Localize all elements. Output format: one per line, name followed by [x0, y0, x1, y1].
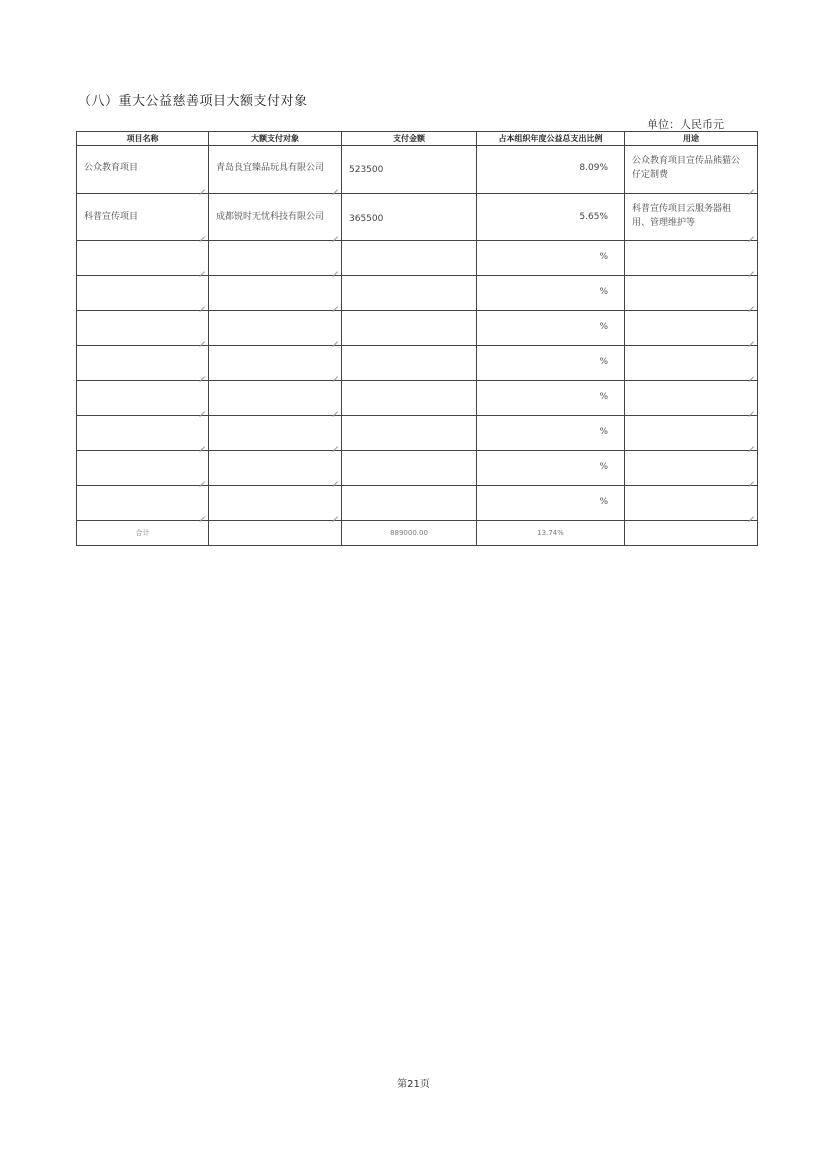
purpose-field[interactable]: [625, 194, 758, 241]
resize-handle-icon[interactable]: [199, 441, 205, 447]
percent-sign: %: [599, 462, 608, 472]
project-field[interactable]: [77, 311, 209, 346]
purpose-value: 公众教育项目宣传品熊猫公仔定制费: [632, 156, 741, 180]
purpose-field[interactable]: [625, 241, 758, 276]
resize-handle-icon[interactable]: [199, 266, 205, 272]
section-title: （八）重大公益慈善项目大额支付对象: [78, 94, 308, 109]
table-header-row: [77, 132, 758, 146]
percent-sign: %: [599, 322, 608, 332]
amount-field[interactable]: [342, 381, 477, 416]
purpose-field[interactable]: [625, 416, 758, 451]
table-row: [77, 381, 758, 416]
amount-field[interactable]: [342, 486, 477, 521]
percent-sign: %: [599, 252, 608, 262]
resize-handle-icon[interactable]: [748, 231, 754, 237]
table-row: [77, 416, 758, 451]
payee-field[interactable]: [209, 416, 342, 451]
resize-handle-icon[interactable]: [199, 371, 205, 377]
amount-field[interactable]: [342, 276, 477, 311]
project-field[interactable]: [77, 194, 209, 241]
payee-field[interactable]: [209, 346, 342, 381]
payee-field[interactable]: [209, 194, 342, 241]
purpose-field[interactable]: [625, 146, 758, 194]
project-field[interactable]: [77, 146, 209, 194]
header-purpose: 用途: [625, 132, 758, 146]
resize-handle-icon[interactable]: [332, 231, 338, 237]
unit-label: 单位：人民币元: [647, 118, 724, 131]
total-purpose-field: [625, 521, 758, 546]
total-row: [77, 521, 758, 546]
resize-handle-icon[interactable]: [748, 511, 754, 517]
purpose-field[interactable]: [625, 451, 758, 486]
project-field[interactable]: [77, 451, 209, 486]
resize-handle-icon[interactable]: [748, 476, 754, 482]
ratio-field[interactable]: [477, 146, 625, 194]
resize-handle-icon[interactable]: [332, 301, 338, 307]
payee-field[interactable]: [209, 451, 342, 486]
payee-value: 青岛良宜臻品玩具有限公司: [216, 163, 325, 173]
project-field[interactable]: [77, 241, 209, 276]
total-amount: 889000.00: [342, 521, 477, 546]
header-project-name: 项目名称: [77, 132, 209, 146]
ratio-field[interactable]: [477, 194, 625, 241]
purpose-field[interactable]: [625, 276, 758, 311]
ratio-field[interactable]: [477, 451, 625, 486]
amount-field[interactable]: [342, 241, 477, 276]
resize-handle-icon[interactable]: [332, 476, 338, 482]
resize-handle-icon[interactable]: [748, 336, 754, 342]
payee-value: 成都锐时无忧科技有限公司: [216, 212, 325, 222]
resize-handle-icon[interactable]: [332, 441, 338, 447]
purpose-field[interactable]: [625, 486, 758, 521]
resize-handle-icon[interactable]: [748, 371, 754, 377]
payee-field[interactable]: [209, 381, 342, 416]
resize-handle-icon[interactable]: [332, 336, 338, 342]
amount-value: 523500: [349, 165, 384, 175]
header-ratio: 占本组织年度公益总支出比例: [477, 132, 625, 146]
resize-handle-icon[interactable]: [199, 476, 205, 482]
amount-field[interactable]: [342, 194, 477, 241]
ratio-field[interactable]: [477, 416, 625, 451]
payee-field[interactable]: [209, 276, 342, 311]
table-row: [77, 194, 758, 241]
resize-handle-icon[interactable]: [199, 406, 205, 412]
total-ratio: 13.74%: [477, 521, 625, 546]
amount-field[interactable]: [342, 451, 477, 486]
resize-handle-icon[interactable]: [332, 406, 338, 412]
project-field[interactable]: [77, 276, 209, 311]
ratio-field[interactable]: [477, 311, 625, 346]
resize-handle-icon[interactable]: [199, 301, 205, 307]
resize-handle-icon[interactable]: [332, 184, 338, 190]
amount-field[interactable]: [342, 311, 477, 346]
resize-handle-icon[interactable]: [199, 336, 205, 342]
purpose-field[interactable]: [625, 381, 758, 416]
percent-sign: %: [599, 497, 608, 507]
amount-field[interactable]: [342, 416, 477, 451]
payee-field[interactable]: [209, 311, 342, 346]
resize-handle-icon[interactable]: [748, 406, 754, 412]
total-payee-field: [209, 521, 342, 546]
percent-sign: %: [599, 392, 608, 402]
total-label: 合计: [77, 521, 209, 546]
resize-handle-icon[interactable]: [199, 231, 205, 237]
purpose-value: 科普宣传项目云服务器租用、管理维护等: [632, 204, 732, 228]
resize-handle-icon[interactable]: [748, 266, 754, 272]
project-field[interactable]: [77, 381, 209, 416]
resize-handle-icon[interactable]: [332, 511, 338, 517]
resize-handle-icon[interactable]: [332, 371, 338, 377]
table-row: [77, 346, 758, 381]
resize-handle-icon[interactable]: [199, 184, 205, 190]
resize-handle-icon[interactable]: [748, 184, 754, 190]
resize-handle-icon[interactable]: [748, 441, 754, 447]
ratio-value: 8.09%: [579, 163, 608, 173]
page-number: 第21页: [397, 1079, 430, 1090]
header-amount: 支付金额: [342, 132, 477, 146]
percent-sign: %: [599, 357, 608, 367]
resize-handle-icon[interactable]: [748, 301, 754, 307]
percent-sign: %: [599, 287, 608, 297]
payee-field[interactable]: [209, 146, 342, 194]
ratio-field[interactable]: [477, 241, 625, 276]
project-value: 科普宣传项目: [84, 212, 139, 222]
payee-field[interactable]: [209, 241, 342, 276]
purpose-field[interactable]: [625, 346, 758, 381]
payment-table: [76, 131, 758, 546]
project-value: 公众教育项目: [84, 163, 139, 173]
amount-field[interactable]: [342, 346, 477, 381]
project-field[interactable]: [77, 346, 209, 381]
header-payee: 大额支付对象: [209, 132, 342, 146]
table-row: [77, 146, 758, 194]
ratio-value: 5.65%: [579, 212, 608, 222]
amount-field[interactable]: [342, 146, 477, 194]
resize-handle-icon[interactable]: [199, 511, 205, 517]
payee-field[interactable]: [209, 486, 342, 521]
purpose-field[interactable]: [625, 311, 758, 346]
ratio-field[interactable]: [477, 346, 625, 381]
amount-value: 365500: [349, 214, 384, 224]
ratio-field[interactable]: [477, 276, 625, 311]
percent-sign: %: [599, 427, 608, 437]
table-row: [77, 451, 758, 486]
ratio-field[interactable]: [477, 486, 625, 521]
table-row: [77, 311, 758, 346]
ratio-field[interactable]: [477, 381, 625, 416]
table-row: [77, 486, 758, 521]
table-row: [77, 241, 758, 276]
resize-handle-icon[interactable]: [332, 266, 338, 272]
project-field[interactable]: [77, 416, 209, 451]
project-field[interactable]: [77, 486, 209, 521]
table-row: [77, 276, 758, 311]
